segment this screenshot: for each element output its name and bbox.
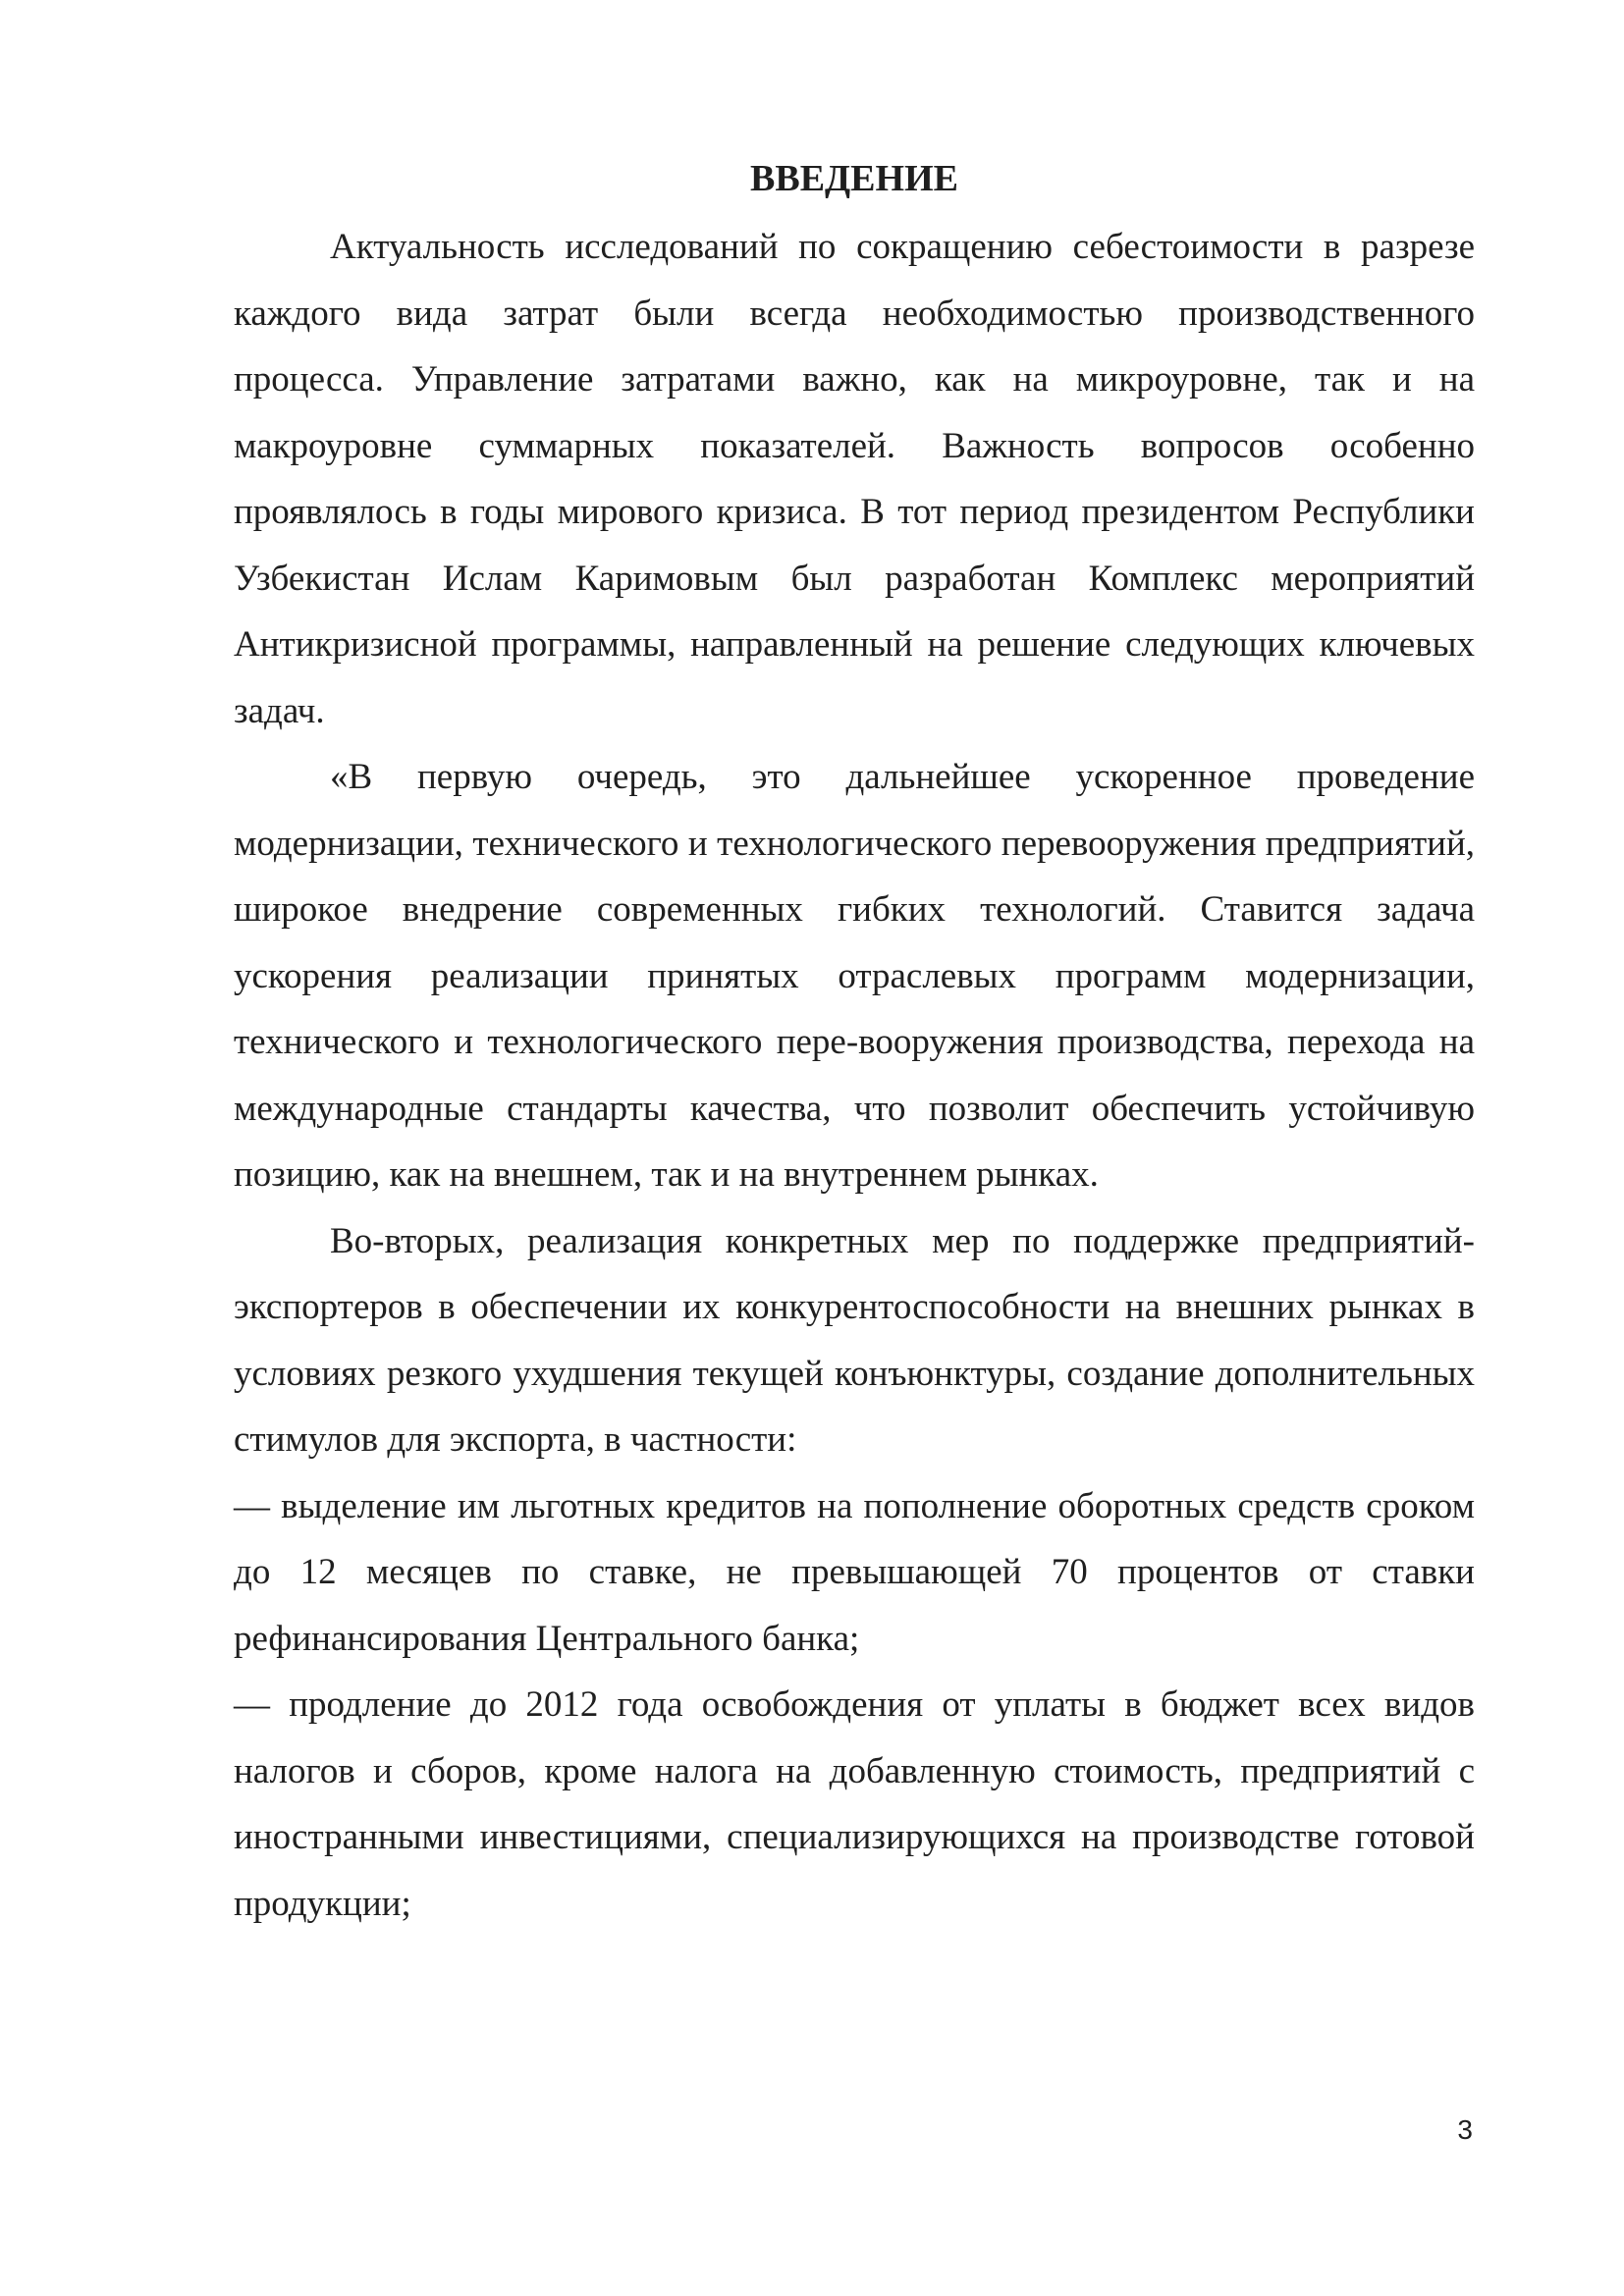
paragraph-relevance: Актуальность исследований по сокращению себестоимости в разрезе каждого вида затрат были всегда необходимостью производственного процесса. Управление затратами важно, как на микроуровне, так и на макроуровне суммарных показателей. Важность вопросов особенно проявлялось в годы мирового кризиса. В тот период президентом Республики Узбекистан Ислам Каримовым был разработан Комплекс мероприятий Антикризисной программы, направленный на решение следующих ключевых задач. — [234, 227, 1475, 731]
page-number: 3 — [1457, 2114, 1473, 2145]
list-item-tax-exemption: — продление до 2012 года освобождения от уплаты в бюджет всех видов налогов и сборов, кроме налога на добавленную стоимость, предприятий с иностранными инвестициями, специализирующихся на производстве готовой продукции; — [234, 1684, 1475, 1924]
paragraph-exporters: Во-вторых, реализация конкретных мер по поддержке предприятий-экспортеров в обеспечении их конкурентоспособности на внешних рынках в условиях резкого ухудшения текущей конъюнктуры, создание дополнительных стимулов для экспорта, в частности: — [234, 1220, 1475, 1460]
body-text — [234, 214, 1475, 1937]
section-heading: ВВЕДЕНИЕ — [750, 158, 958, 199]
paragraph-modernization: «В первую очередь, это дальнейшее ускоренное проведение модернизации, технического и технологического перевооружения предприятий, широкое внедрение современных гибких технологий. Ставится задача ускорения реализации принятых отраслевых программ модернизации, технического и технологического пере-вооружения производства, перехода на международные стандарты качества, что позволит обеспечить устойчивую позицию, как на внешнем, так и на внутреннем рынках. — [234, 757, 1475, 1195]
list-item-credits: — выделение им льготных кредитов на пополнение оборотных средств сроком до 12 месяцев по ставке, не превышающей 70 процентов от ставки рефинансирования Центрального банка; — [234, 1485, 1475, 1659]
